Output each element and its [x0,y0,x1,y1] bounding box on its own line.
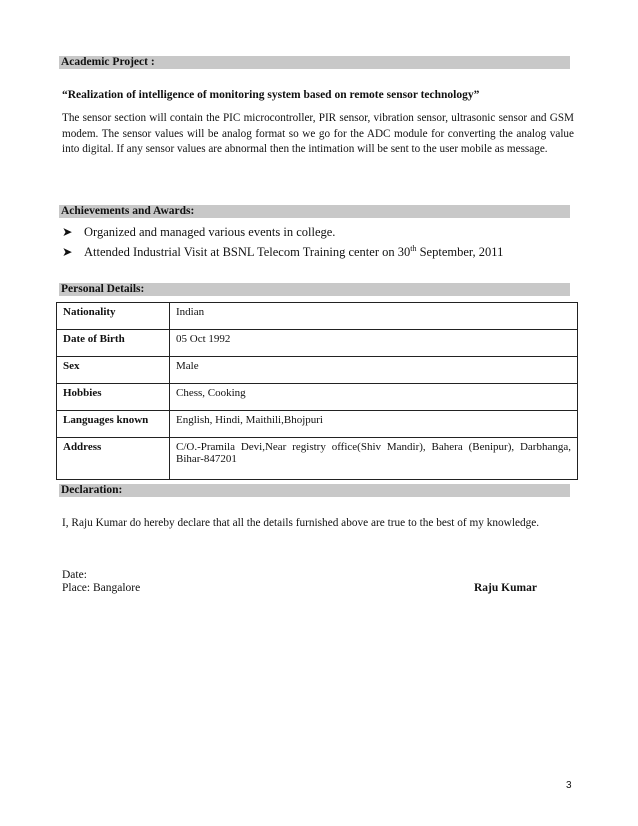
row-value: Male [170,357,578,384]
row-value: 05 Oct 1992 [170,330,578,357]
arrow-bullet-icon: ➤ [62,225,73,239]
achievements-heading: Achievements and Awards: [59,205,570,218]
declaration-statement: I, Raju Kumar do hereby declare that all the details furnished above are true to the best of my knowledge. [62,517,540,529]
table-row [57,303,578,330]
achievement-item: ➤ Attended Industrial Visit at BSNL Telecom Training center on 30th September, 2011 [62,244,504,260]
signature-name: Raju Kumar [474,582,537,594]
personal-details-table [56,302,578,480]
row-label: Address [57,438,170,480]
table-row [57,330,578,357]
page-number: 3 [566,780,572,791]
row-value: C/O.-Pramila Devi,Near registry office(Shiv Mandir), Bahera (Benipur), Darbhanga, Bihar-847201 [170,438,578,480]
project-description: The sensor section will contain the PIC microcontroller, PIR sensor, vibration sensor, ultrasonic sensor and GSM modem. The sensor values will be analog format so we go for the ADC module for converting the analog value into digital. If any sensor values are abnormal then the intimation will be sent to the user mobile as message. [62,112,574,155]
row-label: Sex [57,357,170,384]
academic-project-heading: Academic Project : [59,56,570,69]
project-title: “Realization of intelligence of monitoring system based on remote sensor technology” [62,89,480,101]
date-label: Date: [62,569,87,581]
row-label: Date of Birth [57,330,170,357]
table-row [57,411,578,438]
arrow-bullet-icon: ➤ [62,245,73,260]
place-label: Place: Bangalore [62,582,141,594]
row-value: Chess, Cooking [170,384,578,411]
row-value: Indian [170,303,578,330]
row-label: Hobbies [57,384,170,411]
table-row [57,384,578,411]
achievement-item: ➤ Organized and managed various events in college. [62,225,336,239]
row-value: English, Hindi, Maithili,Bhojpuri [170,411,578,438]
personal-details-heading: Personal Details: [59,283,570,296]
table-row [57,438,578,480]
row-label: Languages known [57,411,170,438]
table-row [57,357,578,384]
row-label: Nationality [57,303,170,330]
declaration-heading: Declaration: [59,484,570,497]
